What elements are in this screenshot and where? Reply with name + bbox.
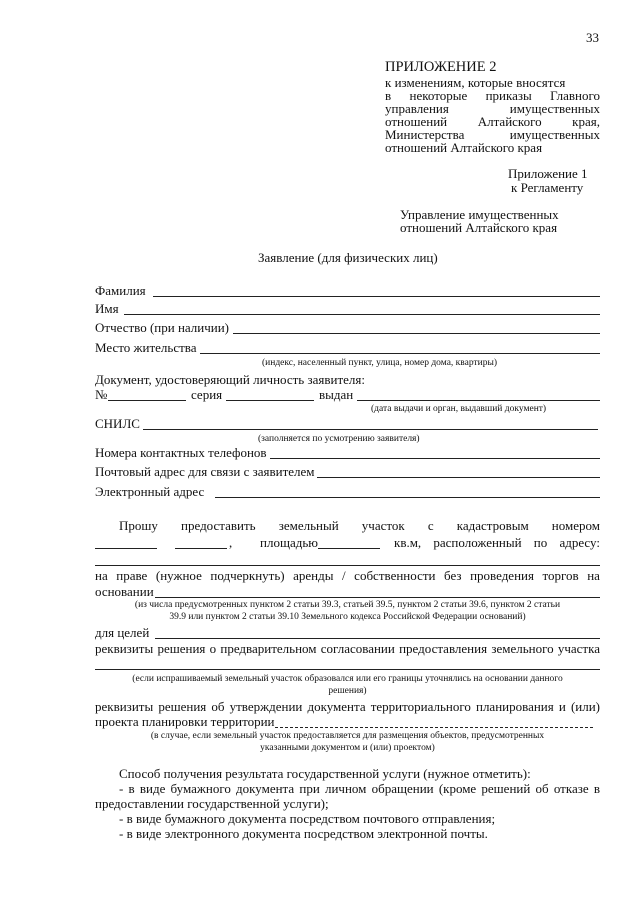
planning-word: документа [307,699,366,714]
right-word: без [444,568,462,583]
delivery-option-1-cont: предоставлении государственной услуги); [95,796,329,811]
delivery-word: решений [481,781,531,796]
planning-word: решения [158,699,207,714]
right-word: (нужное [155,568,202,583]
residence-field[interactable] [200,353,600,354]
prelim-hint: решения) [328,686,367,696]
prelim-word: предварительном [220,641,317,656]
right-line [95,568,600,583]
delivery-word: обращении [371,781,434,796]
delivery-option-2[interactable]: - в виде бумажного документа посредством почтового отправления; [119,811,496,826]
delivery-word: виде [139,781,166,796]
appendix2-title: ПРИЛОЖЕНИЕ 2 [385,59,497,75]
patronymic-label: Отчество (при наличии) [95,320,230,335]
delivery-word: документа [236,781,295,796]
request-word: земельный [278,518,339,533]
basis-field[interactable] [155,597,600,598]
delivery-intro: Способ получения результата государственной услуги (нужное отметить): [119,766,531,781]
project-field[interactable] [275,727,593,728]
document-series-field[interactable] [226,400,314,401]
request-word: по [533,535,548,550]
area-label: площадью [260,535,318,550]
area-field[interactable] [318,548,380,549]
cadastral-number-field-2[interactable] [175,548,227,549]
request-word: адресу: [559,535,600,550]
issued-hint: (дата выдачи и орган, выдавший документ) [371,404,547,414]
page-number: 33 [586,30,599,45]
basis-hint: (из числа предусмотренных пунктом 2 статьи 39.3, статьей 39.5, пунктом 2 статьи 39.6, пунктом 2 статьи [134,600,561,610]
prelim-word: о [209,641,217,656]
request-word: участок [361,518,405,533]
planning-word: планирования [475,699,554,714]
recipient-line: Управление имущественных [400,207,559,222]
delivery-word: отказе [553,781,589,796]
planning-word: и [558,699,566,714]
right-word: аренды [293,568,334,583]
issued-label: выдан [319,387,354,402]
surname-label: Фамилия [95,283,146,298]
delivery-word: бумажного [170,781,231,796]
comma: , [229,535,233,550]
appendix2-line: Министерства имущественных [385,127,600,142]
prelim-line [95,641,600,656]
request-word: с [427,518,434,533]
planning-word: (или) [570,699,600,714]
request-word: кв.м, [394,535,422,550]
planning-word: об [211,699,225,714]
recipient-line: отношений Алтайского края [400,220,558,235]
form-title: Заявление (для физических лиц) [258,250,438,265]
snils-hint: (заполняется по усмотрению заявителя) [258,434,420,444]
planning-line [95,699,600,714]
right-word: праве [116,568,148,583]
snils-label: СНИЛС [95,416,140,431]
delivery-word: в [593,781,600,796]
request-word: кадастровым [456,518,529,533]
right-word: торгов [542,568,579,583]
prelim-word: согласовании [320,641,395,656]
appendix2-line: управления имущественных [385,101,600,116]
prelim-field[interactable] [95,669,600,670]
right-word: на [95,568,108,583]
planning-word: территориального [370,699,471,714]
request-word: Прошу [119,518,158,533]
prelim-hint: (если испрашиваемый земельный участок образовался или его границы уточнялись на основании данного [132,674,563,684]
delivery-word: - [119,781,124,796]
patronymic-field[interactable] [233,333,600,334]
prelim-word: земельного [491,641,554,656]
appendix2-line: отношений Алтайского края, [385,114,600,129]
project-label: проекта планировки территории [95,714,275,729]
appendix1-line: к Регламенту [511,180,584,195]
prelim-word: участка [557,641,600,656]
surname-field[interactable] [153,296,600,297]
residence-hint: (индекс, населенный пункт, улица, номер дома, квартиры) [262,358,498,368]
email-field[interactable] [215,497,600,498]
appendix2-line: в некоторые приказы Главного [385,88,600,103]
delivery-word: при [299,781,320,796]
id-document-label: Документ, удостоверяющий личность заявителя: [95,372,365,387]
delivery-option-1[interactable] [119,781,600,796]
planning-word: реквизиты [95,699,154,714]
document-number-field[interactable] [108,400,186,401]
delivery-word: личном [324,781,367,796]
right-word: подчеркнуть) [210,568,285,583]
right-word: / [342,568,346,583]
document-issued-field[interactable] [357,400,600,401]
project-hint: (в случае, если земельный участок предоставляется для размещения объектов, предусмотренных [150,731,545,741]
delivery-option-3[interactable]: - в виде электронного документа посредством электронной почты. [119,826,488,841]
prelim-word: реквизиты [95,641,154,656]
request-line-1 [119,518,600,533]
appendix1-line: Приложение 1 [508,166,588,181]
request-word: предоставить [181,518,256,533]
cadastral-number-field-1[interactable] [95,548,157,549]
phones-label: Номера контактных телефонов [95,445,267,460]
postal-label: Почтовый адрес для связи с заявителем [95,464,315,479]
basis-hint: 39.9 или пунктом 2 статьи 39.10 Земельного кодекса Российской Федерации оснований) [169,612,526,622]
residence-label: Место жительства [95,340,197,355]
project-hint: указанными документом и (или) проектом) [260,743,435,753]
delivery-word: об [535,781,549,796]
delivery-word: (кроме [438,781,477,796]
basis-label: основании [95,584,154,599]
right-word: на [587,568,600,583]
number-label: № [95,387,108,402]
request-word: номером [551,518,600,533]
right-word: проведения [470,568,534,583]
prelim-word: решения [157,641,206,656]
request-word: расположенный [433,535,522,550]
right-word: собственности [354,568,436,583]
email-label: Электронный адрес [95,484,205,499]
appendix2-line: к изменениям, которые вносятся [385,75,566,90]
prelim-word: предоставления [399,641,488,656]
snils-field[interactable] [143,429,598,430]
postal-field[interactable] [317,477,600,478]
name-field[interactable] [124,314,600,315]
phones-field[interactable] [270,458,600,459]
purpose-label: для целей [95,625,150,640]
planning-word: утверждении [229,699,303,714]
appendix2-line: отношений Алтайского края [385,140,543,155]
address-field[interactable] [95,565,600,566]
delivery-word: в [128,781,135,796]
series-label: серия [191,387,223,402]
purpose-field[interactable] [155,638,600,639]
request-line-2-tail [394,535,600,550]
name-label: Имя [95,301,119,316]
